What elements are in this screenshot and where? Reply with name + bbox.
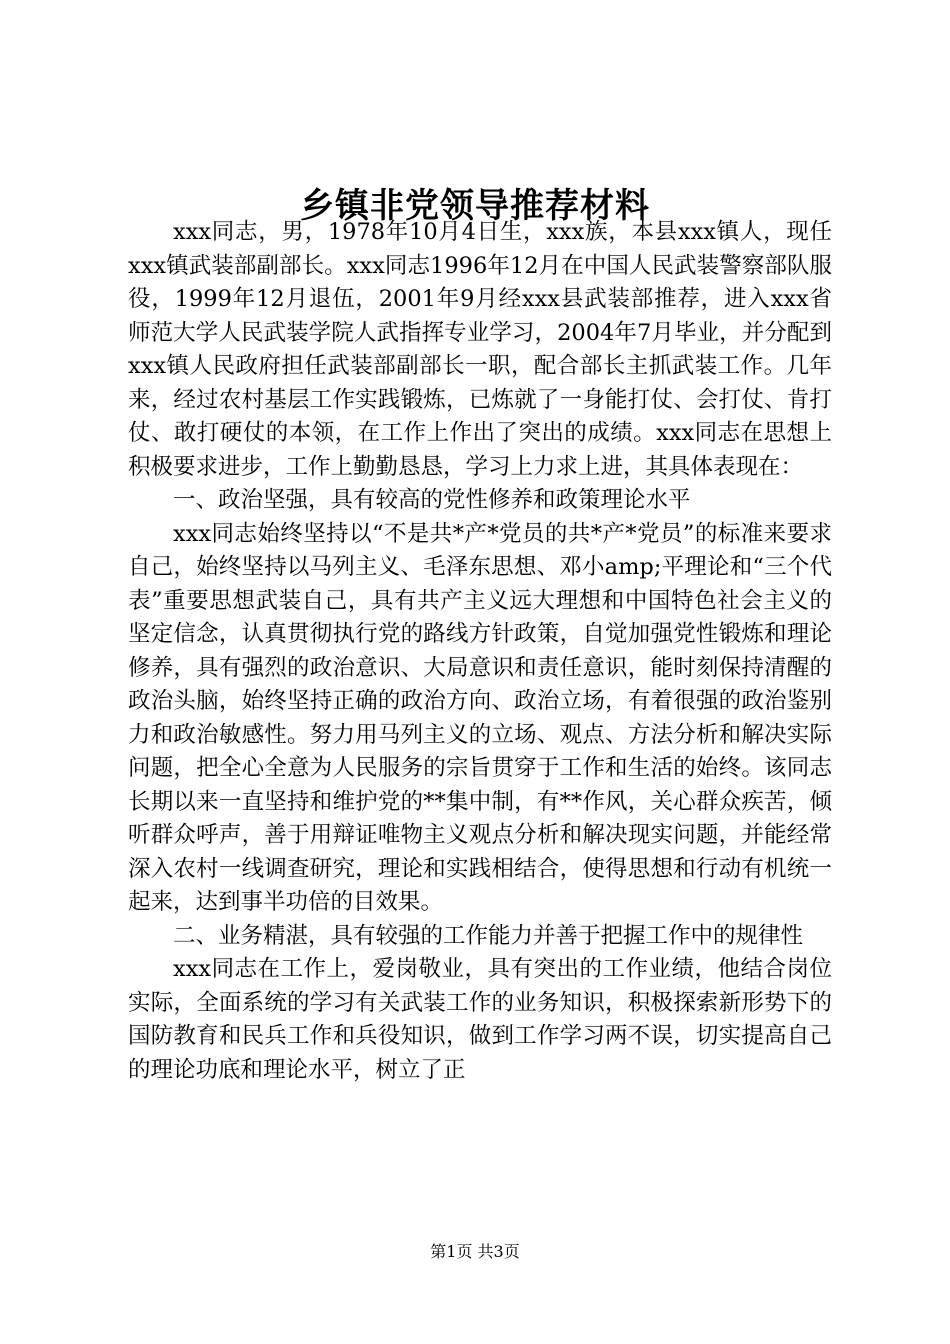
document-body [128, 216, 832, 1087]
section-heading-1: 一、政治坚强，具有较高的党性修养和政策理论水平 [173, 487, 691, 513]
page-footer: 第1页 共3页 [430, 1242, 520, 1261]
section-2-paragraph: xxx同志在工作上，爱岗敬业，具有突出的工作业绩，他结合岗位实际，全面系统的学习有关武装工作的业务知识，积极探索新形势下的国防教育和民兵工作和兵役知识，做到工作学习两不误，切实提高自己的理论功底和理论水平，树立了正 [128, 956, 832, 1083]
document-title: 乡镇非党领导推荐材料 [300, 186, 650, 226]
section-heading-2: 二、业务精湛，具有较强的工作能力并善于把握工作中的规律性 [173, 922, 804, 949]
section-1-paragraph: xxx同志始终坚持以“不是共*产*党员的共*产*党员”的标准来要求自己，始终坚持以马列主义、毛泽东思想、邓小amp;平理论和“三个代表”重要思想武装自己，具有共产主义远大理想和中国特色社会主义的坚定信念，认真贯彻执行党的路线方针政策，自觉加强党性锻炼和理论修养，具有强烈的政治意识、大局意识和责任意识，能时刻保持清醒的政治头脑，始终坚持正确的政治方向、政治立场，有着很强的政治鉴别力和政治敏感性。努力用马列主义的立场、观点、方法分析和解决实际问题，把全心全意为人民服务的宗旨贯穿于工作和生活的始终。该同志长期以来一直坚持和维护党的**集中制，有**作风，关心群众疾苦，倾听群众呼声，善于用辩证唯物主义观点分析和解决现实问题，并能经常深入农村一线调查研究，理论和实践相结合，使得思想和行动有机统一起来，达到事半功倍的目效果。 [128, 520, 832, 915]
intro-paragraph: xxx同志，男，1978年10月4日生，xxx族，本县xxx镇人，现任xxx镇武装部副部长。xxx同志1996年12月在中国人民武装警察部队服役，1999年12月退伍，2001年9月经xxx县武装部推荐，进入xxx省师范大学人民武装学院人武指挥专业学习，2004年7月毕业，并分配到xxx镇人民政府担任武装部副部长一职，配合部长主抓武装工作。几年来，经过农村基层工作实践锻炼，已炼就了一身能打仗、会打仗、肯打仗、敢打硬仗的本领，在工作上作出了突出的成绩。xxx同志在思想上积极要求进步，工作上勤勤恳恳，学习上力求上进，其具体表现在： [128, 219, 832, 480]
